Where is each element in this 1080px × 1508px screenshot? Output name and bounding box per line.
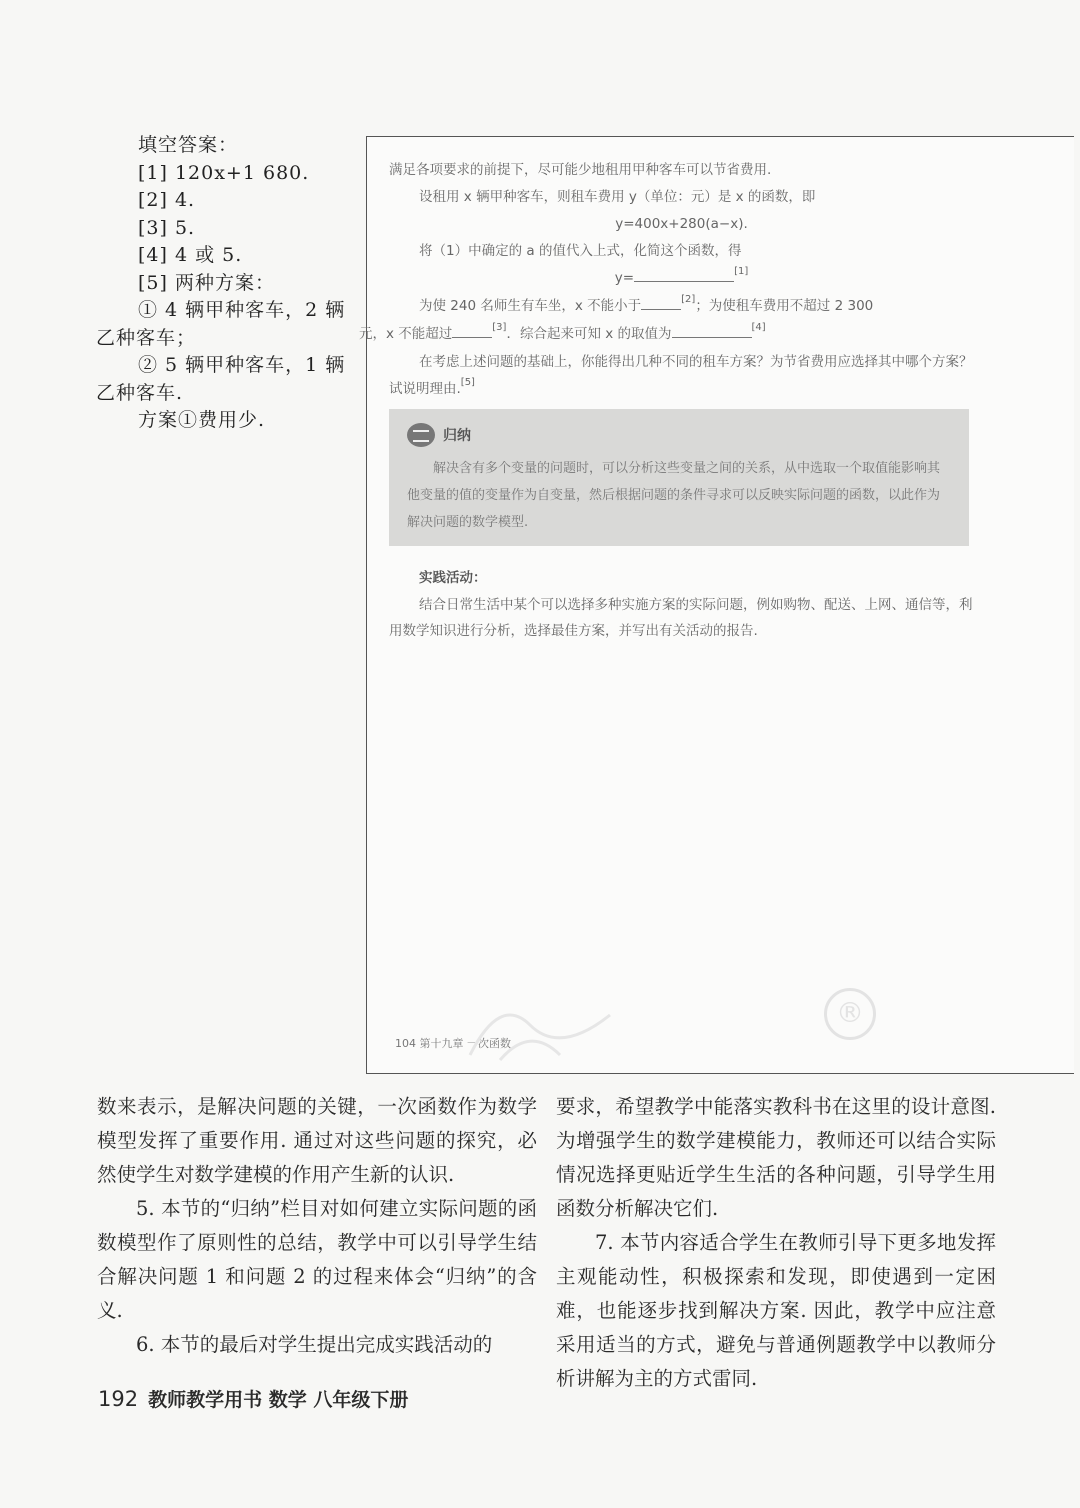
practice-title: 实践活动： xyxy=(419,570,487,586)
answer-line-5: [5] 两种方案： xyxy=(138,271,275,294)
tb-paragraph-5 xyxy=(389,349,974,404)
summary-box xyxy=(389,409,969,546)
tb-paragraph-4 xyxy=(359,293,974,349)
answer-line-3: [3] 5. xyxy=(138,216,196,239)
answers-title: 填空答案： xyxy=(138,134,239,156)
plan-1-line-b: 乙种客车； xyxy=(96,326,197,349)
publisher-watermark xyxy=(460,985,620,1065)
left-paragraph-1: 数来表示，是解决问题的关键，一次函数作为数学模型发挥了重要作用. 通过对这些问题的探究，必然使学生对数学建模的作用产生新的认识. xyxy=(97,1095,537,1186)
answer-line-4: [4] 4 或 5. xyxy=(138,244,243,266)
practice-activity xyxy=(389,565,974,645)
left-paragraph-2: 5. 本节的“归纳”栏目对如何建立实际问题的函数模型作了原则性的总结，教学中可以引导学生结合解决问题 1 和问题 2 的过程来体会“归纳”的含义. xyxy=(97,1197,537,1322)
tb-paragraph-1: 满足各项要求的前提下，尽可能少地租用甲种客车可以节省费用. xyxy=(389,162,772,178)
page-footer xyxy=(98,1385,408,1412)
tb-formula-2-line xyxy=(389,265,974,293)
summary-body: 解决含有多个变量的问题时，可以分析这些变量之间的关系，从中选取一个取值能影响其他变量的值的变量作为自变量，然后根据问题的条件寻求可以反映实际问题的函数，以此作为解决问题的数学模型. xyxy=(407,461,941,530)
mark-3: [3] xyxy=(492,322,507,333)
blank-3 xyxy=(452,323,492,338)
plan-1-line-a: ① 4 辆甲种客车，2 辆 xyxy=(138,299,346,321)
textbook-page-image xyxy=(359,136,1074,1074)
answer-line-1: [1] 120x+1 680. xyxy=(138,161,310,184)
summary-header xyxy=(407,423,471,447)
tb-formula-2: y= xyxy=(614,270,635,286)
plan-2-line-a: ② 5 辆甲种客车，1 辆 xyxy=(138,354,346,376)
tb-formula-1: y=400x+280(a−x). xyxy=(615,216,748,232)
blank-4 xyxy=(672,323,752,338)
mark-2: [2] xyxy=(681,294,696,305)
left-paragraph-3: 6. 本节的最后对学生提出完成实践活动的 xyxy=(136,1333,493,1356)
right-paragraph-1: 要求，希望教学中能落实教科书在这里的设计意图. 为增强学生的数学建模能力，教师还可以结合实际情况选择更贴近学生生活的各种问题，引导学生用函数分析解决它们. xyxy=(556,1095,996,1220)
summary-icon xyxy=(407,423,435,447)
practice-body: 结合日常生活中某个可以选择多种实施方案的实际问题，例如购物、配送、上网、通信等，利用数学知识进行分析，选择最佳方案，并写出有关活动的报告. xyxy=(389,596,973,639)
textbook-footer: 104 第十九章 一次函数 xyxy=(395,1037,511,1050)
tb-paragraph-3: 将（1）中确定的 a 的值代入上式，化简这个函数，得 xyxy=(419,243,742,259)
answer-column xyxy=(96,132,358,435)
tb-p4b: ；为使租车费用不超过 2 300 xyxy=(695,298,874,314)
tb-p4a: 为使 240 名师生有车坐，x 不能小于 xyxy=(419,298,642,314)
textbook-text xyxy=(359,157,974,404)
tb-p4c: 元，x 不能超过 xyxy=(359,326,453,342)
tb-p4d: ．综合起来可知 x 的取值为 xyxy=(506,326,672,342)
page-number: 192 xyxy=(98,1387,139,1411)
right-paragraph-2: 7. 本节内容适合学生在教师引导下更多地发挥主观能动性，积极探索和发现，即使遇到一定困难，也能逐步找到解决方案. 因此，教学中应注意采用适当的方式，避免与普通例题教学中以教师分析讲解为主的方式雷同. xyxy=(556,1231,996,1390)
right-text-column xyxy=(556,1090,996,1396)
tb-paragraph-2: 设租用 x 辆甲种客车，则租车费用 y（单位：元）是 x 的函数，即 xyxy=(419,189,816,205)
plan-2-line-b: 乙种客车. xyxy=(96,381,184,404)
tb-p5: 在考虑上述问题的基础上，你能得出几种不同的租车方案？为节省费用应选择其中哪个方案？试说明理由. xyxy=(389,354,973,397)
answer-line-2: [2] 4. xyxy=(138,189,196,211)
blank-2 xyxy=(641,295,681,310)
left-text-column xyxy=(97,1090,537,1362)
answers-conclusion: 方案①费用少. xyxy=(138,409,266,431)
book-title: 教师教学用书 数学 八年级下册 xyxy=(148,1389,409,1411)
summary-title: 归纳 xyxy=(443,428,471,444)
registered-mark-icon: ® xyxy=(824,988,876,1040)
mark-4: [4] xyxy=(751,322,766,333)
mark-1: [1] xyxy=(734,266,749,277)
blank-1 xyxy=(634,267,734,282)
mark-5: [5] xyxy=(460,377,475,388)
